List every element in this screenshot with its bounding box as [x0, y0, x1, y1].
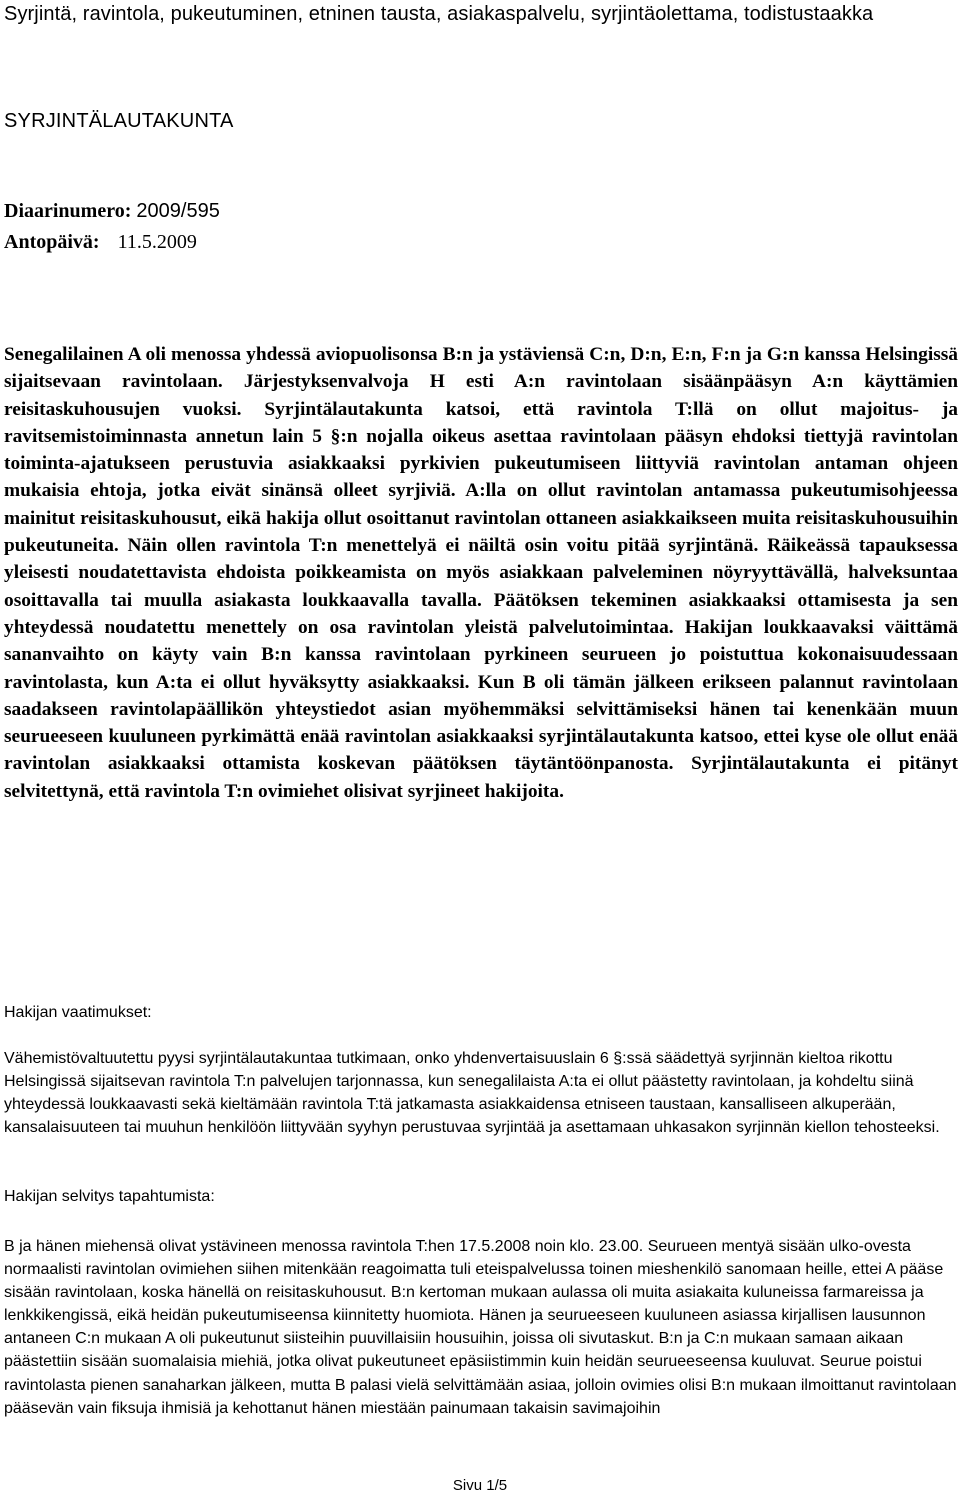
section-text-claims: Vähemistövaltuutettu pyysi syrjintälautakuntaa tutkimaan, onko yhdenvertaisuuslain 6 §:ssä säädettyä syrjinnän kieltoa rikottu Helsingissä sijaitsevan ravintola T:n palvelujen tarjonnassa, kun senegalilaista A:ta ei ollut päästetty ravintolaan, ja kohdeltu siinä yhteydessä loukkaavasti sekä kieltämään ravintola T:tä jatkamasta asiakkaidensa etniseen taustaan, kansalliseen alkuperään, kansalaisuuteen tai muuhun henkilöön liittyvään syyhyn perustuvaa syrjintää ja asettamaan uhkasakon syrjinnän kiellon tehosteeksi. [4, 1050, 940, 1137]
date-label: Antopäivä: [4, 231, 100, 253]
case-number-label: Diaarinumero: [4, 200, 132, 222]
page-number: Sivu 1/5 [452, 1477, 508, 1494]
section-heading-account: Hakijan selvitys tapahtumista: [4, 1188, 215, 1205]
decision-summary: Senegalilainen A oli menossa yhdessä aviopuolisonsa B:n ja ystäviensä C:n, D:n, E:n, F:n ja G:n kanssa Helsingissä sijaitsevaan ravintolaan. Järjestyksenvalvoja H esti A:n ravintolaan sisäänpääsyn A:n käyttämien reisitaskuhousujen vuoksi. Syrjintälautakunta katsoi, että ravintola T:llä on ollut majoitus- ja ravitsemistoiminnasta annetun lain 5 §:n nojalla oikeus asettaa ravintolaan pääsyn ehdoksi tiettyjä ravintolan toiminta-ajatukseen perustuvia asiakkaaksi pyrkivien pukeutumiseen liittyviä ravintolan antaman ohjeen mukaisia ehtoja, jotka eivät sinänsä olleet syrjiviä. A:lla on ollut ravintolan antamassa pukeutumisohjeessa mainitut reisitaskuhousut, eikä hakija ollut osoittanut ravintolan ottaneen asiakkaikseen muita reisitaskuhousuihin pukeutuneita. Näin ollen ravintola T:n menettelyä ei näiltä osin voitu pitää syrjintänä. Räikeässä tapauksessa yleisesti noudatettavista ehdoista poikkeamista on myös asiakkaan palveleminen nöyryyttävällä, halveksuntaa osoittavalla tai muulla asiakasta loukkaavalla tavalla. Päätöksen tekeminen asiakkaaksi ottamisesta ja sen yhteydessä noudatettu menettely on osa ravintolan yleistä palvelutoimintaa. Hakijan loukkaavaksi väittämä sananvaihto on käyty vain B:n kanssa ravintolaan pyrkineen seurueen jo poistuttua kokonaisuudessaan ravintolasta, kun A:ta ei ollut hyväksytty asiakkaaksi. Kun B oli tämän jälkeen erikseen palannut ravintolaan saadakseen ravintolapäällikön yhteystiedot asian myöhemmäksi selvittämiseksi hänen tai kenenkään muun seurueeseen kuuluneen pyrkimättä enää ravintolan asiakkaaksi syrjintälautakunta katsoo, ettei kyse ole ollut enää ravintolan asiakkaaksi ottamista koskevan päätöksen täytäntöönpanosta. Syrjintälautakunta ei pitänyt selvitettynä, että ravintola T:n ovimiehet olisivat syrjineet hakijoita. [4, 344, 958, 802]
section-text-account: B ja hänen miehensä olivat ystävineen menossa ravintola T:hen 17.5.2008 noin klo. 23.00. Seurueen mentyä sisään ulko-ovesta normaalisti ravintolan ovimiehen siihen mitenkään reagoimatta tuli eteispalvelussa toinen mieshenkilö sanomaan heille, ettei A pääse sisään ravintolaan, koska hänellä on reisitaskuhousut. B:n kertoman mukaan aulassa oli muita asiakaita kuluneissa farmareissa ja lenkkikengissä, eikä heidän pukeutumiseensa kiinnitetty huomiota. Hänen ja seurueeseen kuuluneen asiassa kirjallisen lausunnon antaneen C:n mukaan A oli pukeutunut siisteihin puuvillaisiin housuihin, joissa oli sivutaskut. B:n ja C:n mukaan samaan aikaan päästettiin sisään suomalaisia miehiä, jotka olivat pukeutuneet epäsiistimmin kuin heidän seurueeseensa kuuluvat. Seurue poistui ravintolasta pienen sanaharkan jälkeen, mutta B palasi vielä selvittämään asiaa, jolloin ovimies olisi B:n mukaan ilmoittanut ravintolaan pääsevän vain fiksuja ihmisiä ja kehottanut hänen miestään painumaan takaisin savimajoihin [4, 1238, 957, 1417]
case-number: 2009/595 [136, 200, 220, 222]
subject-keywords: Syrjintä, ravintola, pukeutuminen, etninen tausta, asiakaspalvelu, syrjintäolettama, todistustaakka [4, 3, 874, 25]
issue-date: 11.5.2009 [117, 231, 197, 253]
authority-name: SYRJINTÄLAUTAKUNTA [4, 110, 234, 132]
case-number-line [4, 197, 220, 225]
date-line [4, 228, 197, 256]
section-heading-claims: Hakijan vaatimukset: [4, 1004, 152, 1021]
